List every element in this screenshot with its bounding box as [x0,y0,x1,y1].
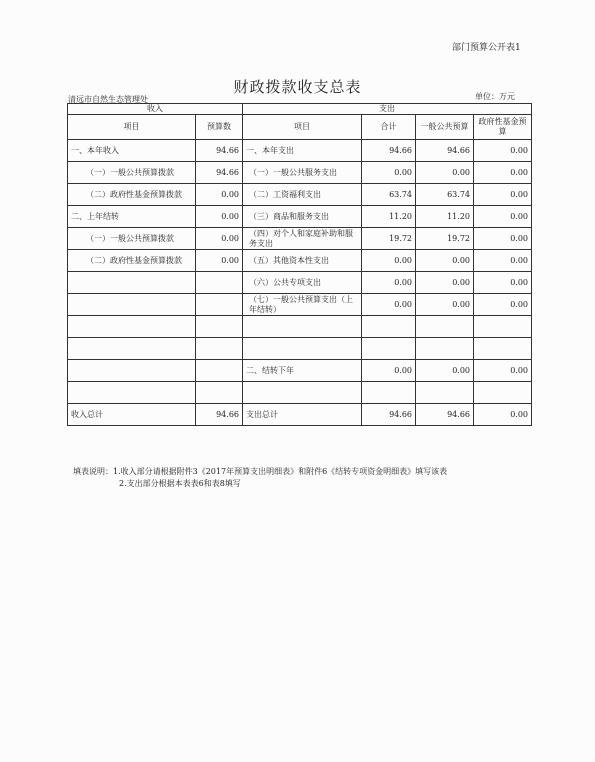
table-row [68,294,532,316]
total-cell: 19.72 [362,228,416,250]
out-item-cell: （一）一般公共服务支出 [243,162,362,184]
unit-label: 单位：万元 [475,92,515,101]
fund-cell: 0.00 [474,272,532,294]
table-row [68,382,532,404]
col-header-expense-item: 项目 [243,115,362,140]
income-total-label: 收入总计 [68,404,196,426]
corner-label: 部门预算公开表1 [452,43,521,53]
fund-total-value: 0.00 [474,404,532,426]
column-header-row [68,115,532,140]
col-header-budget: 预算数 [196,115,243,140]
total-cell: 0.00 [362,250,416,272]
in-item-cell: 二、上年结转 [68,206,196,228]
general-cell: 94.66 [416,140,474,162]
total-cell [362,382,416,404]
total-cell [362,316,416,338]
section-header-row [68,104,532,115]
in-value-cell [196,294,243,316]
fund-cell: 0.00 [474,360,532,382]
expense-total-label: 支出总计 [243,404,362,426]
out-item-cell: （七）一般公共预算支出（上年结转） [243,294,362,316]
table-row [68,272,532,294]
fund-cell [474,338,532,360]
income-section-label: 收入 [68,104,243,115]
out-item-cell: 二、结转下年 [243,360,362,382]
general-cell: 0.00 [416,360,474,382]
general-cell: 0.00 [416,294,474,316]
table-row [68,162,532,184]
out-item-cell: （三）商品和服务支出 [243,206,362,228]
budget-table [67,103,532,426]
out-item-cell: （四）对个人和家庭补助和服务支出 [243,228,362,250]
table-row [68,140,532,162]
out-item-cell: （六）公共专项支出 [243,272,362,294]
general-cell [416,382,474,404]
income-total-value: 94.66 [196,404,243,426]
fund-cell: 0.00 [474,250,532,272]
general-total-value: 94.66 [416,404,474,426]
page-title: 财政拨款收支总表 [233,78,362,96]
in-item-cell [68,294,196,316]
in-value-cell [196,338,243,360]
in-item-cell: （二）政府性基金预算拨款 [68,250,196,272]
in-item-cell: （一）一般公共预算拨款 [68,228,196,250]
total-cell: 0.00 [362,162,416,184]
in-item-cell: 一、本年收入 [68,140,196,162]
general-cell [416,338,474,360]
in-value-cell: 0.00 [196,206,243,228]
general-cell: 0.00 [416,250,474,272]
in-value-cell: 94.66 [196,162,243,184]
fund-cell [474,382,532,404]
total-cell [362,338,416,360]
table-row [68,228,532,250]
fund-cell: 0.00 [474,206,532,228]
general-cell: 0.00 [416,272,474,294]
note-line-2: 2.支出部分根据本表表6和表8填写 [119,479,241,488]
out-item-cell: （五）其他资本性支出 [243,250,362,272]
totals-row [68,404,532,426]
in-value-cell: 0.00 [196,228,243,250]
in-item-cell: （二）政府性基金预算拨款 [68,184,196,206]
fill-notes [73,466,447,490]
in-item-cell [68,338,196,360]
general-cell: 63.74 [416,184,474,206]
total-cell: 11.20 [362,206,416,228]
table-row [68,338,532,360]
fund-cell: 0.00 [474,294,532,316]
out-item-cell [243,316,362,338]
out-item-cell: （二）工资福利支出 [243,184,362,206]
fund-cell: 0.00 [474,184,532,206]
in-value-cell: 0.00 [196,184,243,206]
col-header-gov-fund: 政府性基金预算 [474,115,532,140]
table-row [68,250,532,272]
general-cell [416,316,474,338]
col-header-income-item: 项目 [68,115,196,140]
note-line-1: 填表说明：1.收入部分请根据附件3《2017年预算支出明细表》和附件6《结转专项资金明细表》填写该表 [73,467,448,476]
out-item-cell [243,382,362,404]
in-item-cell [68,360,196,382]
in-item-cell [68,272,196,294]
in-value-cell: 0.00 [196,250,243,272]
in-value-cell [196,316,243,338]
table-row [68,360,532,382]
in-value-cell [196,382,243,404]
in-item-cell [68,382,196,404]
table-row [68,184,532,206]
out-item-cell [243,338,362,360]
total-cell: 63.74 [362,184,416,206]
organization-name: 清远市自然生态管理处 [68,95,148,104]
total-cell: 0.00 [362,360,416,382]
total-cell: 0.00 [362,294,416,316]
fund-cell: 0.00 [474,162,532,184]
fund-cell [474,316,532,338]
out-item-cell: 一、本年支出 [243,140,362,162]
fund-cell: 0.00 [474,140,532,162]
total-cell: 0.00 [362,272,416,294]
col-header-total: 合计 [362,115,416,140]
in-value-cell [196,360,243,382]
fund-cell: 0.00 [474,228,532,250]
general-cell: 11.20 [416,206,474,228]
general-cell: 19.72 [416,228,474,250]
col-header-general: 一般公共预算 [416,115,474,140]
in-value-cell [196,272,243,294]
in-value-cell: 94.66 [196,140,243,162]
total-cell: 94.66 [362,140,416,162]
table-row [68,316,532,338]
expense-total-value: 94.66 [362,404,416,426]
general-cell: 0.00 [416,162,474,184]
expense-section-label: 支出 [243,104,532,115]
in-item-cell: （一）一般公共预算拨款 [68,162,196,184]
in-item-cell [68,316,196,338]
table-row [68,206,532,228]
